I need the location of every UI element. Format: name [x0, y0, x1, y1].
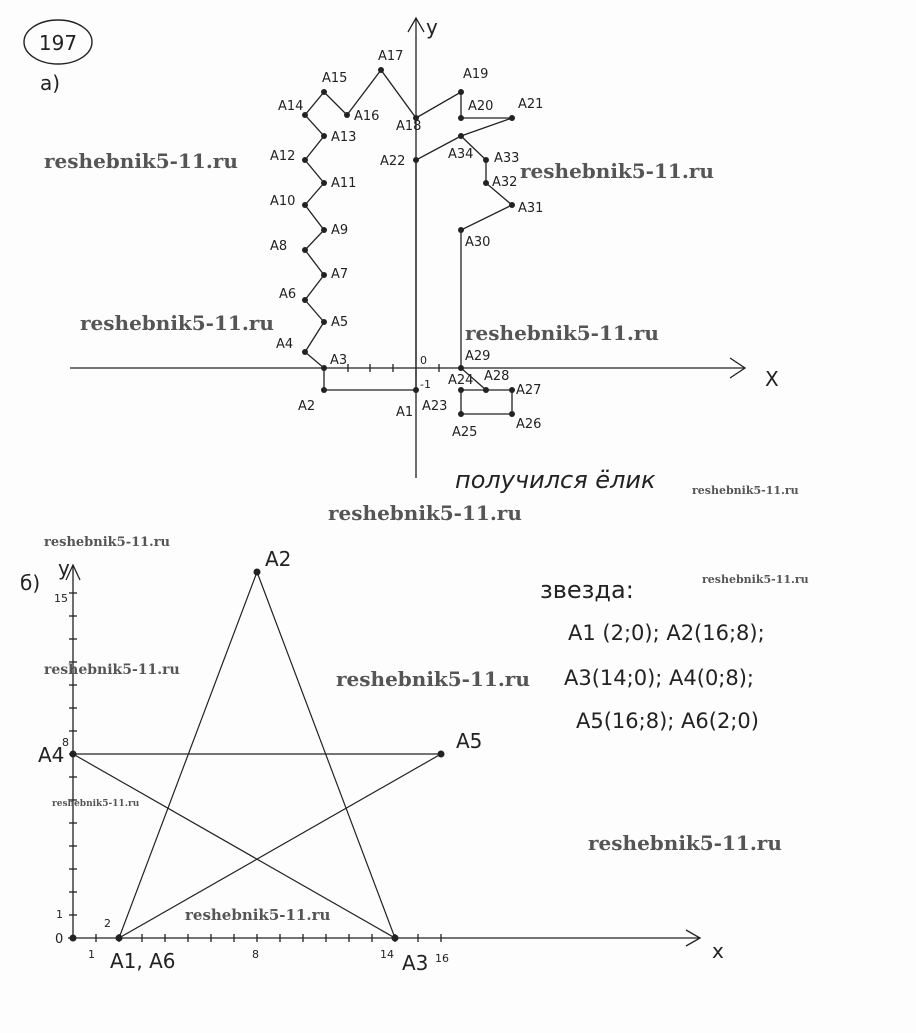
watermark: reshebnik5-11.ru: [520, 159, 714, 183]
label-a34: A34: [448, 147, 474, 162]
star-coords-line-3: A5(16;8); A6(2;0): [576, 709, 759, 733]
point-a26: [509, 411, 515, 417]
point-a13: [321, 133, 327, 139]
watermark: reshebnik5-11.ru: [185, 906, 331, 924]
result-a-text: получился ёлик: [455, 466, 656, 494]
label-a10: A10: [270, 194, 296, 209]
star-label-a3: A3: [402, 951, 429, 975]
watermark: reshebnik5-11.ru: [80, 311, 274, 335]
label-a17: A17: [378, 49, 404, 64]
watermark: reshebnik5-11.ru: [44, 535, 171, 550]
label-a25: A25: [452, 425, 478, 440]
label-a8: A8: [270, 239, 288, 254]
star-coords-line-2: A3(14;0); A4(0;8);: [564, 666, 755, 690]
star-label-a2: A2: [265, 547, 292, 571]
star-outline: [73, 572, 441, 938]
label-a21: A21: [518, 97, 544, 112]
star-point-a3: [392, 935, 399, 942]
label-a14: A14: [278, 99, 304, 114]
point-a17: [378, 67, 384, 73]
label-a6: A6: [279, 287, 297, 302]
diagram-b-x-label: x: [712, 939, 724, 963]
label-a18: A18: [396, 119, 422, 134]
watermark: reshebnik5-11.ru: [702, 573, 809, 586]
label-a5: A5: [331, 315, 349, 330]
point-a33: [483, 157, 489, 163]
point-a8: [302, 247, 308, 253]
diagram-a-y-label: y: [426, 15, 438, 39]
point-a3: [321, 365, 327, 371]
watermark: reshebnik5-11.ru: [52, 799, 140, 809]
point-a22: [413, 157, 419, 163]
label-a28: A28: [484, 369, 510, 384]
star-coordinates: [540, 576, 765, 733]
point-a4: [302, 349, 308, 355]
x-tick-label-14: 14: [380, 948, 394, 961]
x-tick-label-16: 16: [435, 952, 449, 965]
point-a12: [302, 157, 308, 163]
label-a3: A3: [330, 353, 348, 368]
point-a34: [458, 133, 464, 139]
star-label-a4: A4: [38, 743, 65, 767]
point-a7: [321, 272, 327, 278]
point-a10: [302, 202, 308, 208]
label-a12: A12: [270, 149, 296, 164]
point-a28: [483, 387, 489, 393]
point-a6: [302, 297, 308, 303]
diagram-b-y-label: y: [58, 556, 70, 580]
point-a30: [458, 227, 464, 233]
watermark: reshebnik5-11.ru: [465, 321, 659, 345]
label-a1: A1: [396, 405, 414, 420]
watermarks: [44, 149, 809, 924]
diagram-b-origin-label: 0: [55, 932, 64, 947]
star-label-a1-a6: A1, A6: [110, 949, 176, 973]
star-point-a2: [254, 569, 261, 576]
point-a1: [413, 387, 419, 393]
watermark: reshebnik5-11.ru: [692, 484, 799, 497]
label-a20: A20: [468, 99, 494, 114]
watermark: reshebnik5-11.ru: [588, 831, 782, 855]
y-tick-label-8: 8: [62, 736, 69, 749]
point-a15: [321, 89, 327, 95]
label-a15: A15: [322, 71, 348, 86]
point-a31: [509, 202, 515, 208]
label-a32: A32: [492, 175, 518, 190]
part-a-label: а): [40, 71, 61, 95]
point-a5: [321, 319, 327, 325]
label-a9: A9: [331, 223, 349, 238]
label-a13: A13: [331, 130, 357, 145]
point-a11: [321, 180, 327, 186]
point-a20: [458, 115, 464, 121]
label-a27: A27: [516, 383, 542, 398]
star-label-a5: A5: [456, 729, 483, 753]
label-a2: A2: [298, 399, 316, 414]
label-a19: A19: [463, 67, 489, 82]
label-a11: A11: [331, 176, 357, 191]
label-a22: A22: [380, 154, 406, 169]
point-a9: [321, 227, 327, 233]
label-a24: A24: [448, 373, 474, 388]
watermark: reshebnik5-11.ru: [328, 501, 522, 525]
diagram-a-origin-label: 0: [420, 354, 427, 367]
point-a2: [321, 387, 327, 393]
star-point-a4: [70, 751, 77, 758]
watermark: reshebnik5-11.ru: [44, 149, 238, 173]
diagram-a-neg-one-label: -1: [420, 378, 431, 391]
label-a30: A30: [465, 235, 491, 250]
x-tick-label-1: 1: [88, 948, 95, 961]
x-tick-label-8: 8: [252, 948, 259, 961]
watermark: reshebnik5-11.ru: [44, 662, 180, 678]
point-a27: [509, 387, 515, 393]
x-tick-label-2: 2: [104, 917, 111, 930]
origin-point: [70, 935, 77, 942]
label-a7: A7: [331, 267, 349, 282]
problem-number: 197: [38, 31, 78, 55]
diagram-a-x-label: X: [765, 367, 779, 391]
label-a4: A4: [276, 337, 294, 352]
point-a32: [483, 180, 489, 186]
label-a26: A26: [516, 417, 542, 432]
label-a23: A23: [422, 399, 448, 414]
label-a31: A31: [518, 201, 544, 216]
point-a16: [344, 112, 350, 118]
point-a19: [458, 89, 464, 95]
part-b-label: б): [20, 571, 41, 595]
label-a29: A29: [465, 349, 491, 364]
point-a21: [509, 115, 515, 121]
point-a29: [458, 365, 464, 371]
star-point-a5: [438, 751, 445, 758]
star-coords-line-1: A1 (2;0); A2(16;8);: [568, 621, 765, 645]
watermark: reshebnik5-11.ru: [336, 667, 530, 691]
y-tick-label-1: 1: [56, 908, 63, 921]
y-tick-label-15: 15: [54, 592, 68, 605]
star-point-a1-a6: [116, 935, 123, 942]
diagram-b-points: [70, 569, 445, 942]
label-a16: A16: [354, 109, 380, 124]
point-a25: [458, 411, 464, 417]
star-title: звезда:: [540, 576, 634, 604]
label-a33: A33: [494, 151, 520, 166]
